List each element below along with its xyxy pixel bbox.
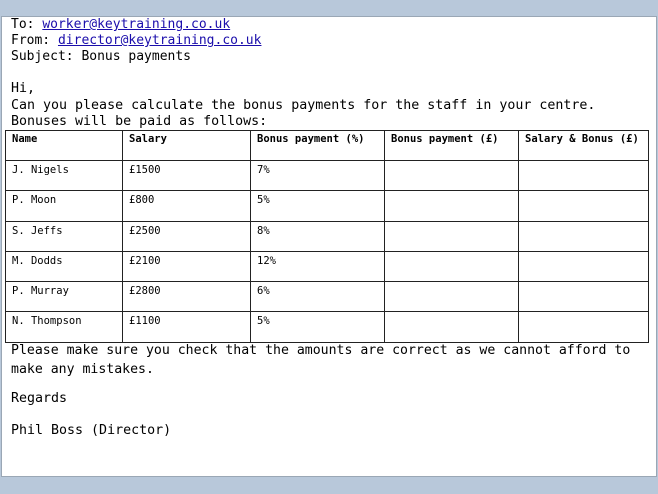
- header-total: Salary & Bonus (£): [519, 131, 649, 161]
- cell-bonus-pct: 7%: [251, 161, 385, 191]
- email-panel: [1, 16, 657, 477]
- cell-total[interactable]: [519, 251, 649, 281]
- table-row: [6, 161, 649, 191]
- from-label: From:: [11, 33, 51, 48]
- window-top-bar: [0, 0, 658, 16]
- to-line: [11, 17, 230, 33]
- cell-bonus-gbp[interactable]: [385, 251, 519, 281]
- cell-salary: £2100: [123, 251, 251, 281]
- window-bottom-bar: [0, 478, 658, 494]
- closing-paragraph: Please make sure you check that the amounts are correct as we cannot afford to make any mistakes.: [11, 343, 631, 377]
- cell-total[interactable]: [519, 221, 649, 251]
- cell-salary: £2800: [123, 282, 251, 312]
- header-salary: Salary: [123, 131, 251, 161]
- cell-name: M. Dodds: [6, 251, 123, 281]
- table-row: [6, 312, 649, 342]
- cell-bonus-pct: 12%: [251, 251, 385, 281]
- table-row: [6, 191, 649, 221]
- cell-bonus-gbp[interactable]: [385, 312, 519, 342]
- to-address-link[interactable]: worker@keytraining.co.uk: [42, 17, 231, 32]
- bonus-table: [5, 130, 649, 343]
- cell-bonus-pct: 5%: [251, 191, 385, 221]
- cell-bonus-pct: 6%: [251, 282, 385, 312]
- from-address-link[interactable]: director@keytraining.co.uk: [57, 33, 262, 48]
- greeting: Hi,: [11, 81, 36, 96]
- regards: Regards: [11, 391, 68, 406]
- subject-line: Subject: Bonus payments: [11, 49, 192, 64]
- cell-salary: £1500: [123, 161, 251, 191]
- cell-total[interactable]: [519, 161, 649, 191]
- to-label: To:: [11, 17, 35, 32]
- cell-salary: £1100: [123, 312, 251, 342]
- signature: Phil Boss (Director): [11, 423, 172, 438]
- cell-name: S. Jeffs: [6, 221, 123, 251]
- cell-salary: £2500: [123, 221, 251, 251]
- table-header-row: [6, 131, 649, 161]
- cell-bonus-pct: 5%: [251, 312, 385, 342]
- cell-total[interactable]: [519, 191, 649, 221]
- cell-bonus-pct: 8%: [251, 221, 385, 251]
- cell-bonus-gbp[interactable]: [385, 161, 519, 191]
- cell-total[interactable]: [519, 312, 649, 342]
- bonus-intro-line: Bonuses will be paid as follows:: [11, 114, 268, 129]
- from-line: [11, 33, 261, 49]
- request-line: Can you please calculate the bonus payments for the staff in your centre.: [11, 98, 596, 113]
- cell-name: P. Murray: [6, 282, 123, 312]
- table-row: [6, 282, 649, 312]
- header-name: Name: [6, 131, 123, 161]
- table-row: [6, 221, 649, 251]
- table-row: [6, 251, 649, 281]
- cell-name: J. Nigels: [6, 161, 123, 191]
- cell-bonus-gbp[interactable]: [385, 282, 519, 312]
- cell-bonus-gbp[interactable]: [385, 191, 519, 221]
- header-bonus-gbp: Bonus payment (£): [385, 131, 519, 161]
- header-bonus-pct: Bonus payment (%): [251, 131, 385, 161]
- cell-bonus-gbp[interactable]: [385, 221, 519, 251]
- cell-name: P. Moon: [6, 191, 123, 221]
- cell-total[interactable]: [519, 282, 649, 312]
- cell-name: N. Thompson: [6, 312, 123, 342]
- cell-salary: £800: [123, 191, 251, 221]
